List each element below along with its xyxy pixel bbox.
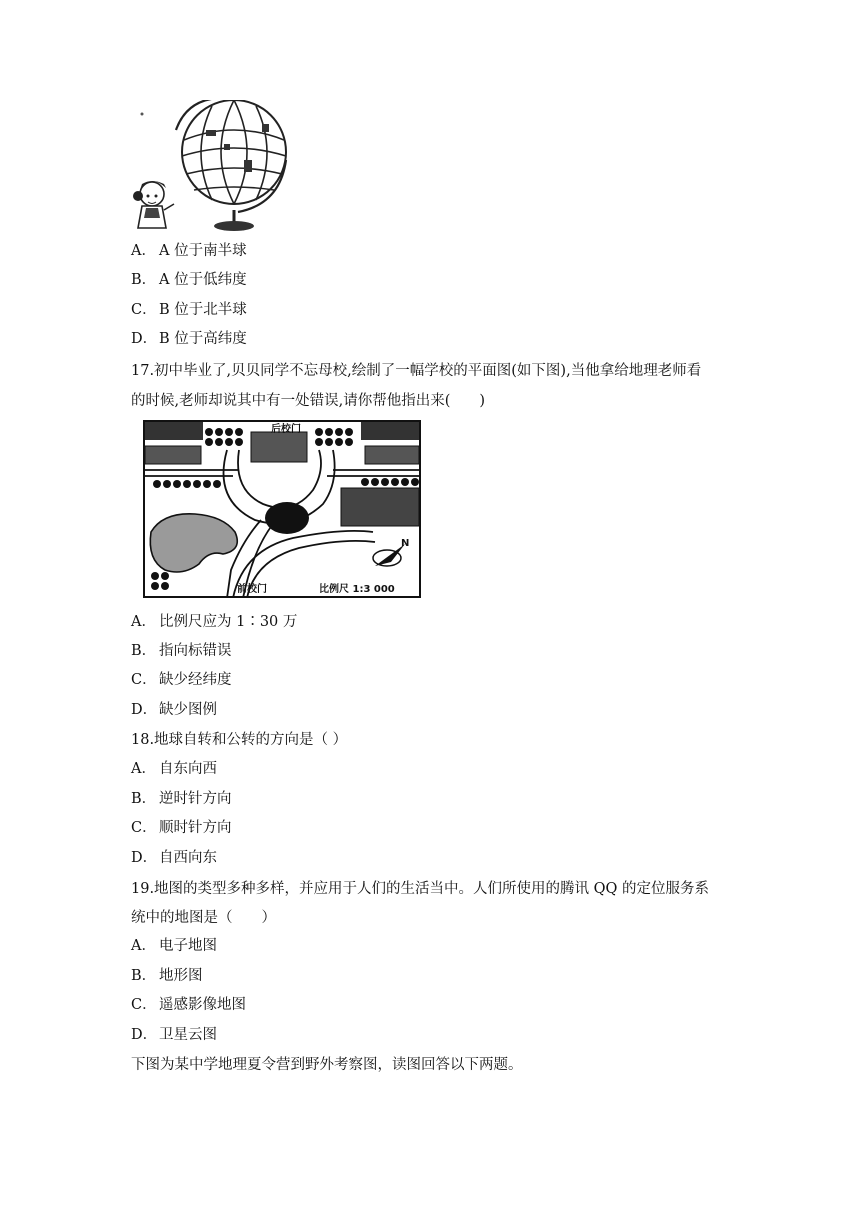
globe-illustration bbox=[128, 100, 290, 234]
q18-option-b[interactable]: B． 逆时针方向 bbox=[131, 791, 232, 807]
q18-stem: 18.地球自转和公转的方向是（ ） bbox=[131, 732, 348, 748]
q16-option-c[interactable]: C． B 位于北半球 bbox=[131, 302, 247, 318]
q19-stem-line1: 19.地图的类型多种多样，并应用于人们的生活当中。人们所使用的腾讯 QQ 的定位服务系 bbox=[131, 881, 710, 897]
q19-option-c[interactable]: C． 遥感影像地图 bbox=[131, 997, 246, 1013]
north-label: N bbox=[401, 538, 410, 549]
q19-option-d[interactable]: D． 卫星云图 bbox=[131, 1027, 217, 1043]
q17-option-b[interactable]: B． 指向标错误 bbox=[131, 643, 232, 659]
front-gate-label: 前校门 bbox=[237, 584, 267, 595]
q18-option-a[interactable]: A． 自东向西 bbox=[131, 761, 217, 777]
q16-option-a[interactable]: A． A 位于南半球 bbox=[131, 243, 247, 259]
q17-stem-line1: 17.初中毕业了,贝贝同学不忘母校,绘制了一幅学校的平面图(如下图),当他拿给地理老师看 bbox=[131, 363, 702, 379]
q16-option-d[interactable]: D． B 位于高纬度 bbox=[131, 331, 247, 347]
q17-stem-line2: 的时候,老师却说其中有一处错误,请你帮他指出来( ) bbox=[131, 393, 486, 409]
q19-option-a[interactable]: A． 电子地图 bbox=[131, 938, 217, 954]
school-map-figure bbox=[143, 420, 421, 598]
school-map bbox=[143, 420, 421, 598]
q17-option-a[interactable]: A． 比例尺应为 1∶30 万 bbox=[131, 614, 298, 630]
q19-option-b[interactable]: B． 地形图 bbox=[131, 968, 203, 984]
q18-option-c[interactable]: C． 顺时针方向 bbox=[131, 820, 232, 836]
next-section-intro: 下图为某中学地理夏令营到野外考察图，读图回答以下两题。 bbox=[131, 1057, 523, 1073]
back-gate-label: 后校门 bbox=[271, 424, 301, 435]
scale-label: 比例尺 1:3 000 bbox=[319, 584, 395, 595]
q18-option-d[interactable]: D． 自西向东 bbox=[131, 850, 217, 866]
q17-option-d[interactable]: D． 缺少图例 bbox=[131, 702, 217, 718]
q19-stem-line2: 统中的地图是（ ） bbox=[131, 910, 276, 926]
q17-option-c[interactable]: C． 缺少经纬度 bbox=[131, 672, 232, 688]
globe-figure bbox=[128, 100, 290, 234]
q16-option-b[interactable]: B． A 位于低纬度 bbox=[131, 272, 247, 288]
